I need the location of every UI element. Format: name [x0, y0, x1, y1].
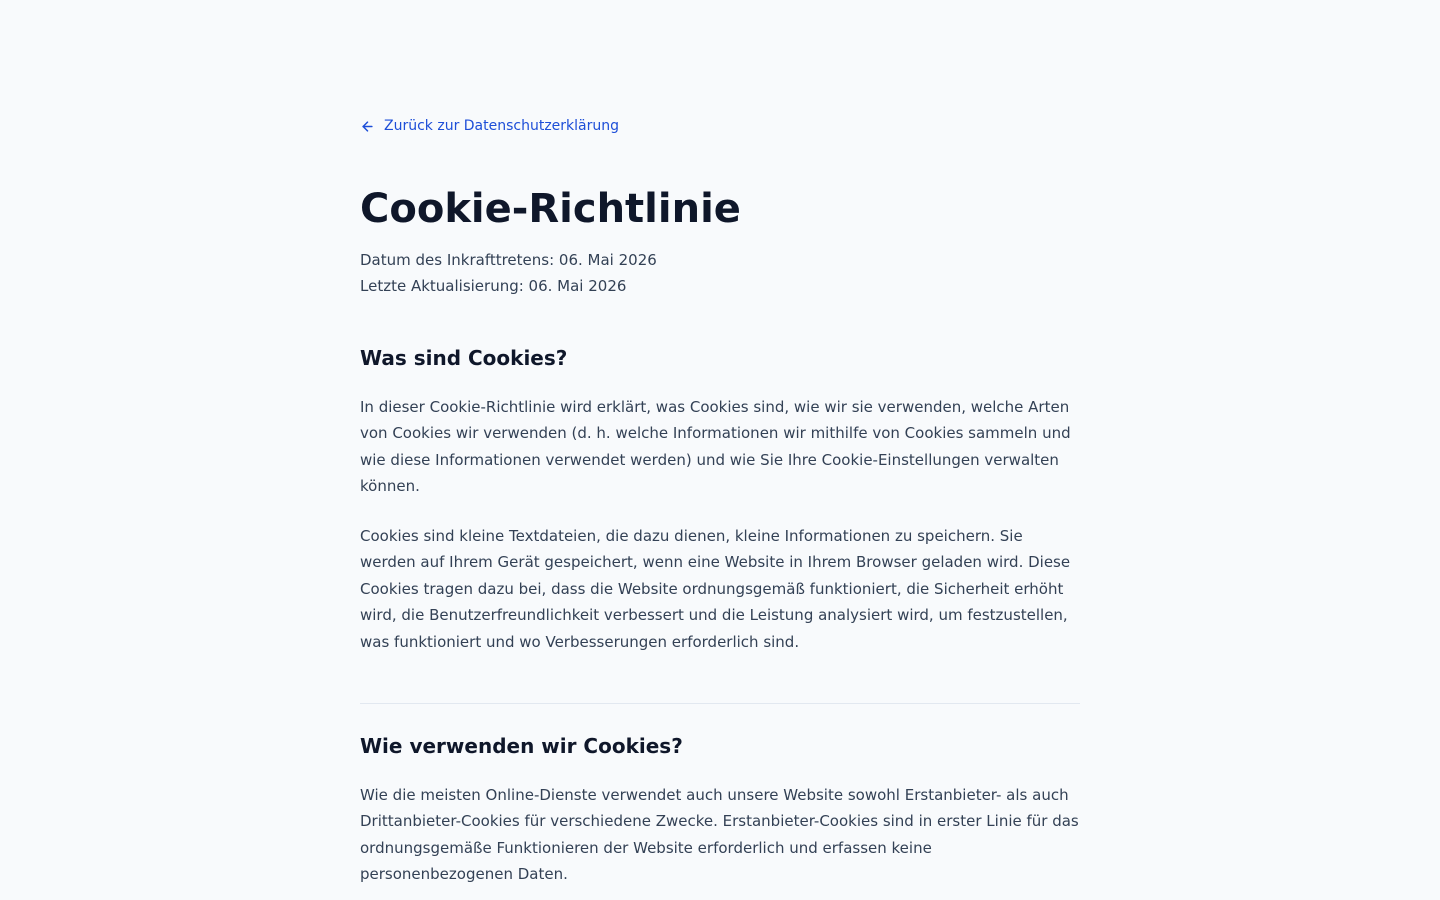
- effective-date: Datum des Inkrafttretens: 06. Mai 2026: [360, 251, 657, 269]
- page-title: Cookie-Richtlinie: [360, 186, 741, 232]
- section-paragraph: Wie die meisten Online-Dienste verwendet auch unsere Website sowohl Erstanbieter- als auch Drittanbieter-Cookies für verschiedene Zwecke. Erstanbieter-Cookies sind in erster Linie für das ordnungsgemäße Funktionieren der Website erforderlich und erfassen keine personenbezogenen Daten.: [360, 786, 1079, 884]
- back-to-privacy-link[interactable]: [360, 116, 619, 136]
- section-heading-what-are-cookies: Was sind Cookies?: [360, 346, 568, 370]
- section-paragraph: In dieser Cookie-Richtlinie wird erklärt, was Cookies sind, wie wir sie verwenden, welche Arten von Cookies wir verwenden (d. h. welche Informationen wir mithilfe von Cookies sammeln und wie diese Informationen verwendet werden) und wie Sie Ihre Cookie-Einstellungen verwalten können.: [360, 398, 1071, 496]
- arrow-left-icon: [360, 119, 375, 134]
- section-paragraph: Cookies sind kleine Textdateien, die dazu dienen, kleine Informationen zu speichern. Sie werden auf Ihrem Gerät gespeichert, wenn eine Website in Ihrem Browser geladen wird. Diese Cookies tragen dazu bei, dass die Website ordnungsgemäß funktioniert, die Sicherheit erhöht wird, die Benutzerfreundlichkeit verbessert und die Leistung analysiert wird, um festzustellen, was funktioniert und wo Verbesserungen erforderlich sind.: [360, 527, 1071, 651]
- section-heading-how-we-use-cookies: Wie verwenden wir Cookies?: [360, 734, 683, 758]
- last-updated-date: Letzte Aktualisierung: 06. Mai 2026: [360, 277, 627, 295]
- section-divider: [360, 703, 1080, 704]
- back-link-label: Zurück zur Datenschutzerklärung: [384, 118, 620, 134]
